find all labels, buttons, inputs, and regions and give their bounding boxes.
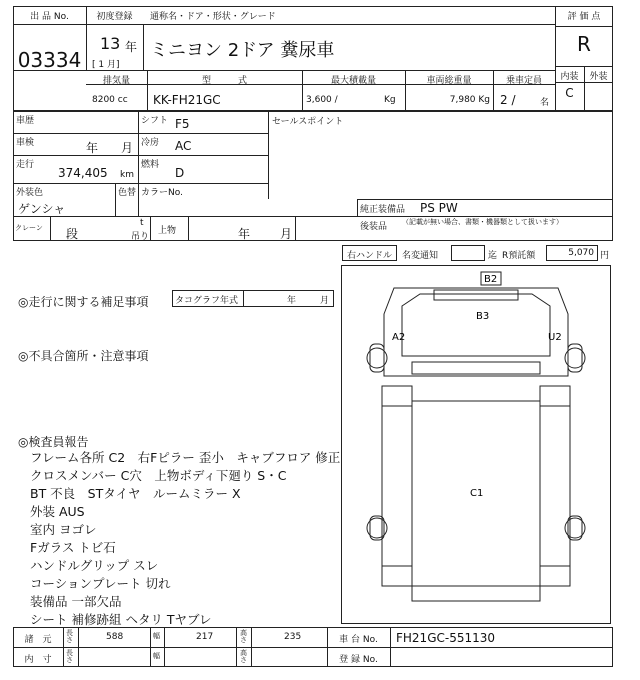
color-change-label: 色替: [118, 188, 137, 198]
report-line: Fガラス トビ石: [30, 540, 116, 555]
sales-point-label: セールスポイント: [272, 117, 344, 127]
report-line: 室内 ヨゴレ: [30, 522, 97, 537]
tacho-year: 年: [287, 296, 297, 306]
body-label: 上物: [158, 226, 177, 236]
chassis-number: FH21GC-551130: [396, 631, 496, 645]
report-line: フレーム各所 C2 右Fピラー 歪小 キャブフロア 修正: [30, 450, 341, 465]
length-label: 長さ: [66, 629, 73, 644]
inspection-month: 月: [121, 141, 134, 155]
model-value: KK-FH21GC: [153, 93, 221, 107]
model-label: 型 式: [201, 76, 247, 86]
ext-color-value: ゲンシャ: [18, 202, 66, 216]
yen-unit: 円: [600, 251, 610, 261]
fuel-value: D: [175, 166, 185, 180]
chassis-label: 車 台 No.: [339, 635, 378, 645]
aftermarket-label: 後装品: [360, 222, 388, 232]
ton-top: t: [140, 218, 144, 228]
mark-a2: A2: [392, 332, 406, 343]
height-label: 高さ: [240, 629, 247, 644]
damage-diagram-frame: [341, 265, 611, 624]
driving-notes-label: ◎走行に関する補足事項: [18, 295, 149, 309]
rhd-label: 右ハンドル: [346, 251, 392, 261]
capacity-label: 乗車定員: [505, 76, 542, 86]
report-line: ハンドルグリップ スレ: [30, 558, 159, 573]
inner-width-label: 幅: [153, 652, 160, 660]
rating-label: 評 価 点: [567, 12, 601, 22]
ton-bottom: 吊り: [131, 232, 150, 242]
crane-label: クレーン: [15, 224, 43, 232]
body-year: 年: [238, 227, 251, 241]
mileage-value: 374,405: [58, 166, 108, 180]
interior-grade: C: [565, 86, 574, 100]
cab-rear-panel: [412, 362, 540, 374]
lot-label: 出 品 No.: [30, 12, 69, 22]
report-line: BT 不良 STタイヤ ルームミラー X: [30, 486, 241, 501]
capacity-value: 2 /: [500, 93, 516, 107]
km-unit: km: [120, 170, 134, 180]
inspection-year: 年: [86, 141, 99, 155]
mark-b3: B3: [476, 311, 490, 322]
defects-label: ◎不具合箇所・注意事項: [18, 349, 149, 363]
inner-height-label: 高さ: [240, 649, 247, 664]
lot-number: 03334: [17, 48, 82, 72]
report-line: クロスメンバー C穴 上物ボディ下廻り S・C: [30, 468, 287, 483]
crane-dan: 段: [66, 227, 79, 241]
width-label: 幅: [153, 632, 160, 640]
history-label: 車歴: [16, 116, 35, 126]
deadline-label: 迄: [488, 251, 498, 261]
car-name: ミニヨン 2ドア 糞尿車: [150, 40, 335, 61]
shift-value: F5: [175, 117, 190, 131]
ext-color-label: 外装色: [16, 188, 44, 198]
report-line: シート 補修跡組 ヘタリ Tヤブレ: [30, 612, 212, 627]
inner-length-label: 長さ: [66, 649, 73, 664]
tacho-month: 月: [320, 296, 330, 306]
registration-label: 登 録 No.: [339, 655, 378, 665]
length-value: 588: [106, 632, 124, 642]
interior-label: 内装: [560, 72, 579, 82]
mark-b2: B2: [484, 274, 498, 285]
mileage-label: 走行: [16, 160, 35, 170]
exterior-label: 外装: [589, 72, 608, 82]
shift-label: シフト: [141, 116, 169, 126]
kg-unit: Kg: [384, 95, 396, 105]
gross-weight-value: 7,980 Kg: [449, 95, 490, 105]
aftermarket-note: （記載が無い場合、書類・機器類として扱います）: [402, 218, 563, 226]
r-prepaid-value: 5,070: [568, 248, 594, 258]
color-no-label: カラーNo.: [141, 188, 183, 198]
inspector-label: ◎検査員報告: [18, 435, 89, 449]
displacement-label: 排気量: [102, 76, 130, 86]
ac-label: 冷房: [141, 138, 160, 148]
report-line: 装備品 一部欠品: [30, 594, 122, 609]
name-change-box: [451, 245, 485, 261]
mark-u2: U2: [548, 332, 562, 343]
mark-c1: C1: [470, 488, 484, 499]
inspection-label: 車検: [16, 138, 35, 148]
year-unit: 年: [125, 40, 138, 54]
inspector-report: [30, 448, 340, 628]
body-month: 月: [280, 227, 293, 241]
r-prepaid-label: R預託額: [502, 251, 536, 261]
gross-weight-label: 車両総重量: [426, 76, 472, 86]
truck-diagram: [342, 266, 610, 623]
first-reg-label: 初度登録: [96, 12, 133, 22]
ac-value: AC: [175, 139, 192, 153]
first-reg-month: [ 1 月]: [92, 60, 120, 70]
std-equip-value: PS PW: [420, 201, 458, 215]
windshield: [434, 290, 518, 300]
height-value: 235: [284, 632, 302, 642]
name-label: 通称名・ドア・形状・グレード: [150, 12, 276, 22]
rating-value: R: [577, 32, 591, 56]
report-line: コーションプレート 切れ: [30, 576, 171, 591]
max-load-value: 3,600 /: [306, 95, 338, 105]
displacement-value: 8200 cc: [92, 95, 128, 105]
inner-dims-label: 内 寸: [24, 655, 52, 665]
name-change-label: 名変通知: [402, 251, 439, 261]
first-reg-year: 13: [100, 34, 121, 53]
width-value: 217: [196, 632, 214, 642]
max-load-label: 最大積載量: [330, 76, 376, 86]
fuel-label: 燃料: [141, 160, 160, 170]
report-line: 外装 AUS: [30, 504, 85, 519]
cab-roof: [402, 294, 550, 356]
capacity-unit: 名: [540, 98, 550, 108]
std-equip-label: 純正装備品: [360, 205, 406, 215]
tacho-label: タコグラフ年式: [175, 296, 239, 306]
dims-label: 諸 元: [24, 635, 52, 645]
